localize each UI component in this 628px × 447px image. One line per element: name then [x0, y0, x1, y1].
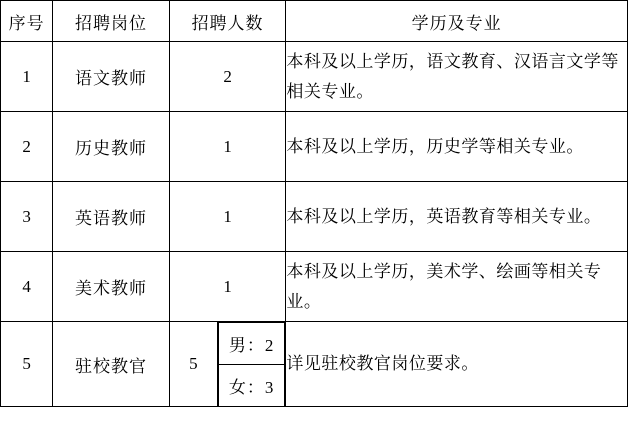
header-requirement: 学历及专业 — [286, 1, 628, 42]
row-count: 5 — [169, 322, 217, 407]
row-count: 1 — [169, 252, 286, 322]
row-post: 驻校教官 — [53, 322, 170, 407]
gender-row-male — [219, 323, 285, 365]
row-requirement: 详见驻校教官岗位要求。 — [286, 322, 628, 407]
row-requirement: 本科及以上学历，美术学、绘画等相关专业。 — [286, 252, 628, 322]
row-requirement: 本科及以上学历，语文教育、汉语言文学等相关专业。 — [286, 42, 628, 112]
row-post: 美术教师 — [53, 252, 170, 322]
row-no: 4 — [1, 252, 53, 322]
table-row — [1, 42, 628, 112]
row-post: 英语教师 — [53, 182, 170, 252]
table-row — [1, 112, 628, 182]
header-post: 招聘岗位 — [53, 1, 170, 42]
table-header-row — [1, 1, 628, 42]
row-requirement: 本科及以上学历，历史学等相关专业。 — [286, 112, 628, 182]
row-count: 1 — [169, 112, 286, 182]
gender-male-count: 男：2 — [219, 323, 285, 365]
row-no: 2 — [1, 112, 53, 182]
row-no: 3 — [1, 182, 53, 252]
row-count: 2 — [169, 42, 286, 112]
row-post: 历史教师 — [53, 112, 170, 182]
row-gender-breakdown — [218, 322, 286, 407]
gender-subtable — [218, 322, 285, 406]
gender-row-female — [219, 365, 285, 407]
table-row — [1, 252, 628, 322]
table-row — [1, 322, 628, 407]
row-count: 1 — [169, 182, 286, 252]
row-no: 1 — [1, 42, 53, 112]
row-requirement: 本科及以上学历，英语教育等相关专业。 — [286, 182, 628, 252]
gender-female-count: 女：3 — [219, 365, 285, 407]
header-no: 序号 — [1, 1, 53, 42]
header-count: 招聘人数 — [169, 1, 286, 42]
row-post: 语文教师 — [53, 42, 170, 112]
row-no: 5 — [1, 322, 53, 407]
table-row — [1, 182, 628, 252]
